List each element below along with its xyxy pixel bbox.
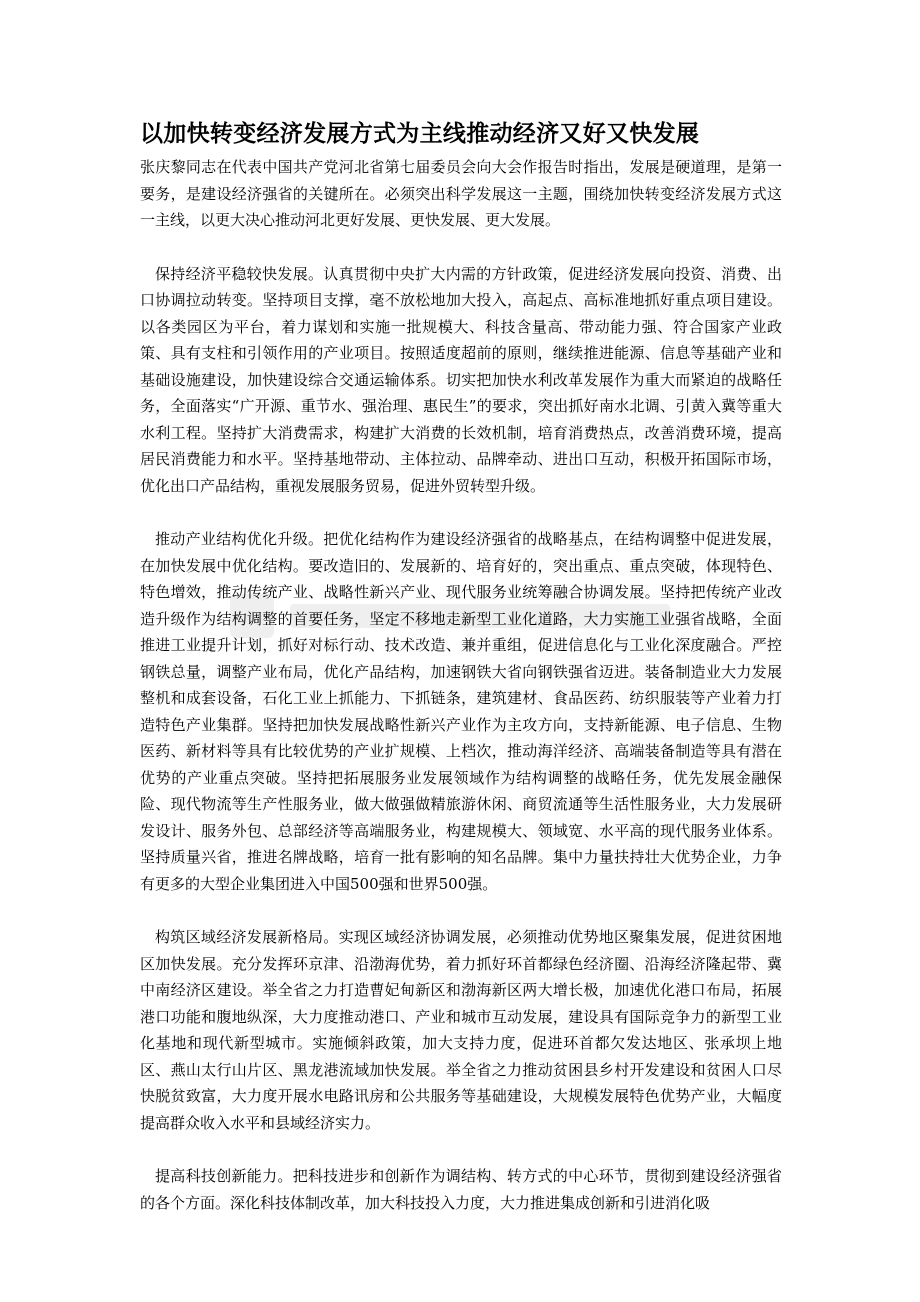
paragraph-tech-innovation: 提高科技创新能力。把科技进步和创新作为调结构、转方式的中心环节，贯彻到建设经济强省的各个方面。深化科技体制改革，加大科技投入力度，大力推进集成创新和引进消化吸 bbox=[140, 1167, 782, 1212]
document-page bbox=[140, 118, 782, 1216]
paragraph-gap bbox=[140, 499, 782, 526]
paragraph-gap bbox=[140, 897, 782, 924]
paragraph-gap bbox=[140, 1136, 782, 1163]
paragraph-industrial-structure: 推动产业结构优化升级。把优化结构作为建设经济强省的战略基点，在结构调整中促进发展，在加快发展中优化结构。要改造旧的、发展新的、培育好的，突出重点、重点突破，体现特色、特色增效，推动传统产业、战略性新兴产业、现代服务业统筹融合协调发展。坚持把传统产业改造升级作为结构调整的首要任务，坚定不移地走新型工业化道路，大力实施工业强省战略，全面推进工业提升计划，抓好对标行动、技术改造、兼并重组，促进信息化与工业化深度融合。严控钢铁总量，调整产业布局，优化产品结构，加速钢铁大省向钢铁强省迈进。装备制造业大力发展整机和成套设备，石化工业上抓能力、下抓链条，建筑建材、食品医药、纺织服装等产业着力打造特色产业集群。坚持把加快发展战略性新兴产业作为主攻方向，支持新能源、电子信息、生物医药、新材料等具有比较优势的产业扩规模、上档次，推动海洋经济、高端装备制造等具有潜在优势的产业重点突破。坚持把拓展服务业发展领域作为结构调整的战略任务，优先发展金融保险、现代物流等生产性服务业，做大做强做精旅游休闲、商贸流通等生活性服务业，大力发展研发设计、服务外包、总部经济等高端服务业，构建规模大、领域宽、水平高的现代服务业体系。坚持质量兴省，推进名牌战略，培育一批有影响的知名品牌。集中力量扶持壮大优势企业，力争有更多的大型企业集团进入中国500强和世界500强。 bbox=[140, 530, 782, 893]
paragraph-regional-economy: 构筑区域经济发展新格局。实现区域经济协调发展，必须推动优势地区聚集发展，促进贫困地区加快发展。充分发挥环京津、沿渤海优势，着力抓好环首都绿色经济圈、沿海经济隆起带、冀中南经济区建设。举全省之力打造曹妃甸新区和渤海新区两大增长极，加速优化港口布局，拓展港口功能和腹地纵深，大力度推动港口、产业和城市互动发展，建设具有国际竞争力的新型工业化基地和现代新型城市。实施倾斜政策，加大支持力度，促进环首都欠发达地区、张承坝上地区、燕山太行山片区、黑龙港流域加快发展。举全省之力推动贫困县乡村开发建设和贫困人口尽快脱贫致富，大力度开展水电路讯房和公共服务等基础建设，大规模发展特色优势产业，大幅度提高群众收入水平和县域经济实力。 bbox=[140, 928, 782, 1132]
paragraph-stable-growth: 保持经济平稳较快发展。认真贯彻中央扩大内需的方针政策，促进经济发展向投资、消费、出口协调拉动转变。坚持项目支撑，毫不放松地加大投入，高起点、高标准地抓好重点项目建设。以各类园区为平台，着力谋划和实施一批规模大、科技含量高、带动能力强、符合国家产业政策、具有支柱和引领作用的产业项目。按照适度超前的原则，继续推进能源、信息等基础产业和基础设施建设，加快建设综合交通运输体系。切实把加快水利改革发展作为重大而紧迫的战略任务，全面落实“广开源、重节水、强治理、惠民生”的要求，突出抓好南水北调、引黄入冀等重大水利工程。坚持扩大消费需求，构建扩大消费的长效机制，培育消费热点，改善消费环境，提高居民消费能力和水平。坚持基地带动、主体拉动、品牌牵动、进出口互动，积极开拓国际市场，优化出口产品结构，重视发展服务贸易，促进外贸转型升级。 bbox=[140, 264, 782, 495]
paragraph-intro: 张庆黎同志在代表中国共产党河北省第七届委员会向大会作报告时指出，发展是硬道理，是第一要务，是建设经济强省的关键所在。必须突出科学发展这一主题，围绕加快转变经济发展方式这一主线，以更大决心推动河北更好发展、更快发展、更大发展。 bbox=[140, 158, 782, 229]
paragraph-gap bbox=[140, 234, 782, 261]
document-title: 以加快转变经济发展方式为主线推动经济又好又快发展 bbox=[140, 121, 700, 147]
